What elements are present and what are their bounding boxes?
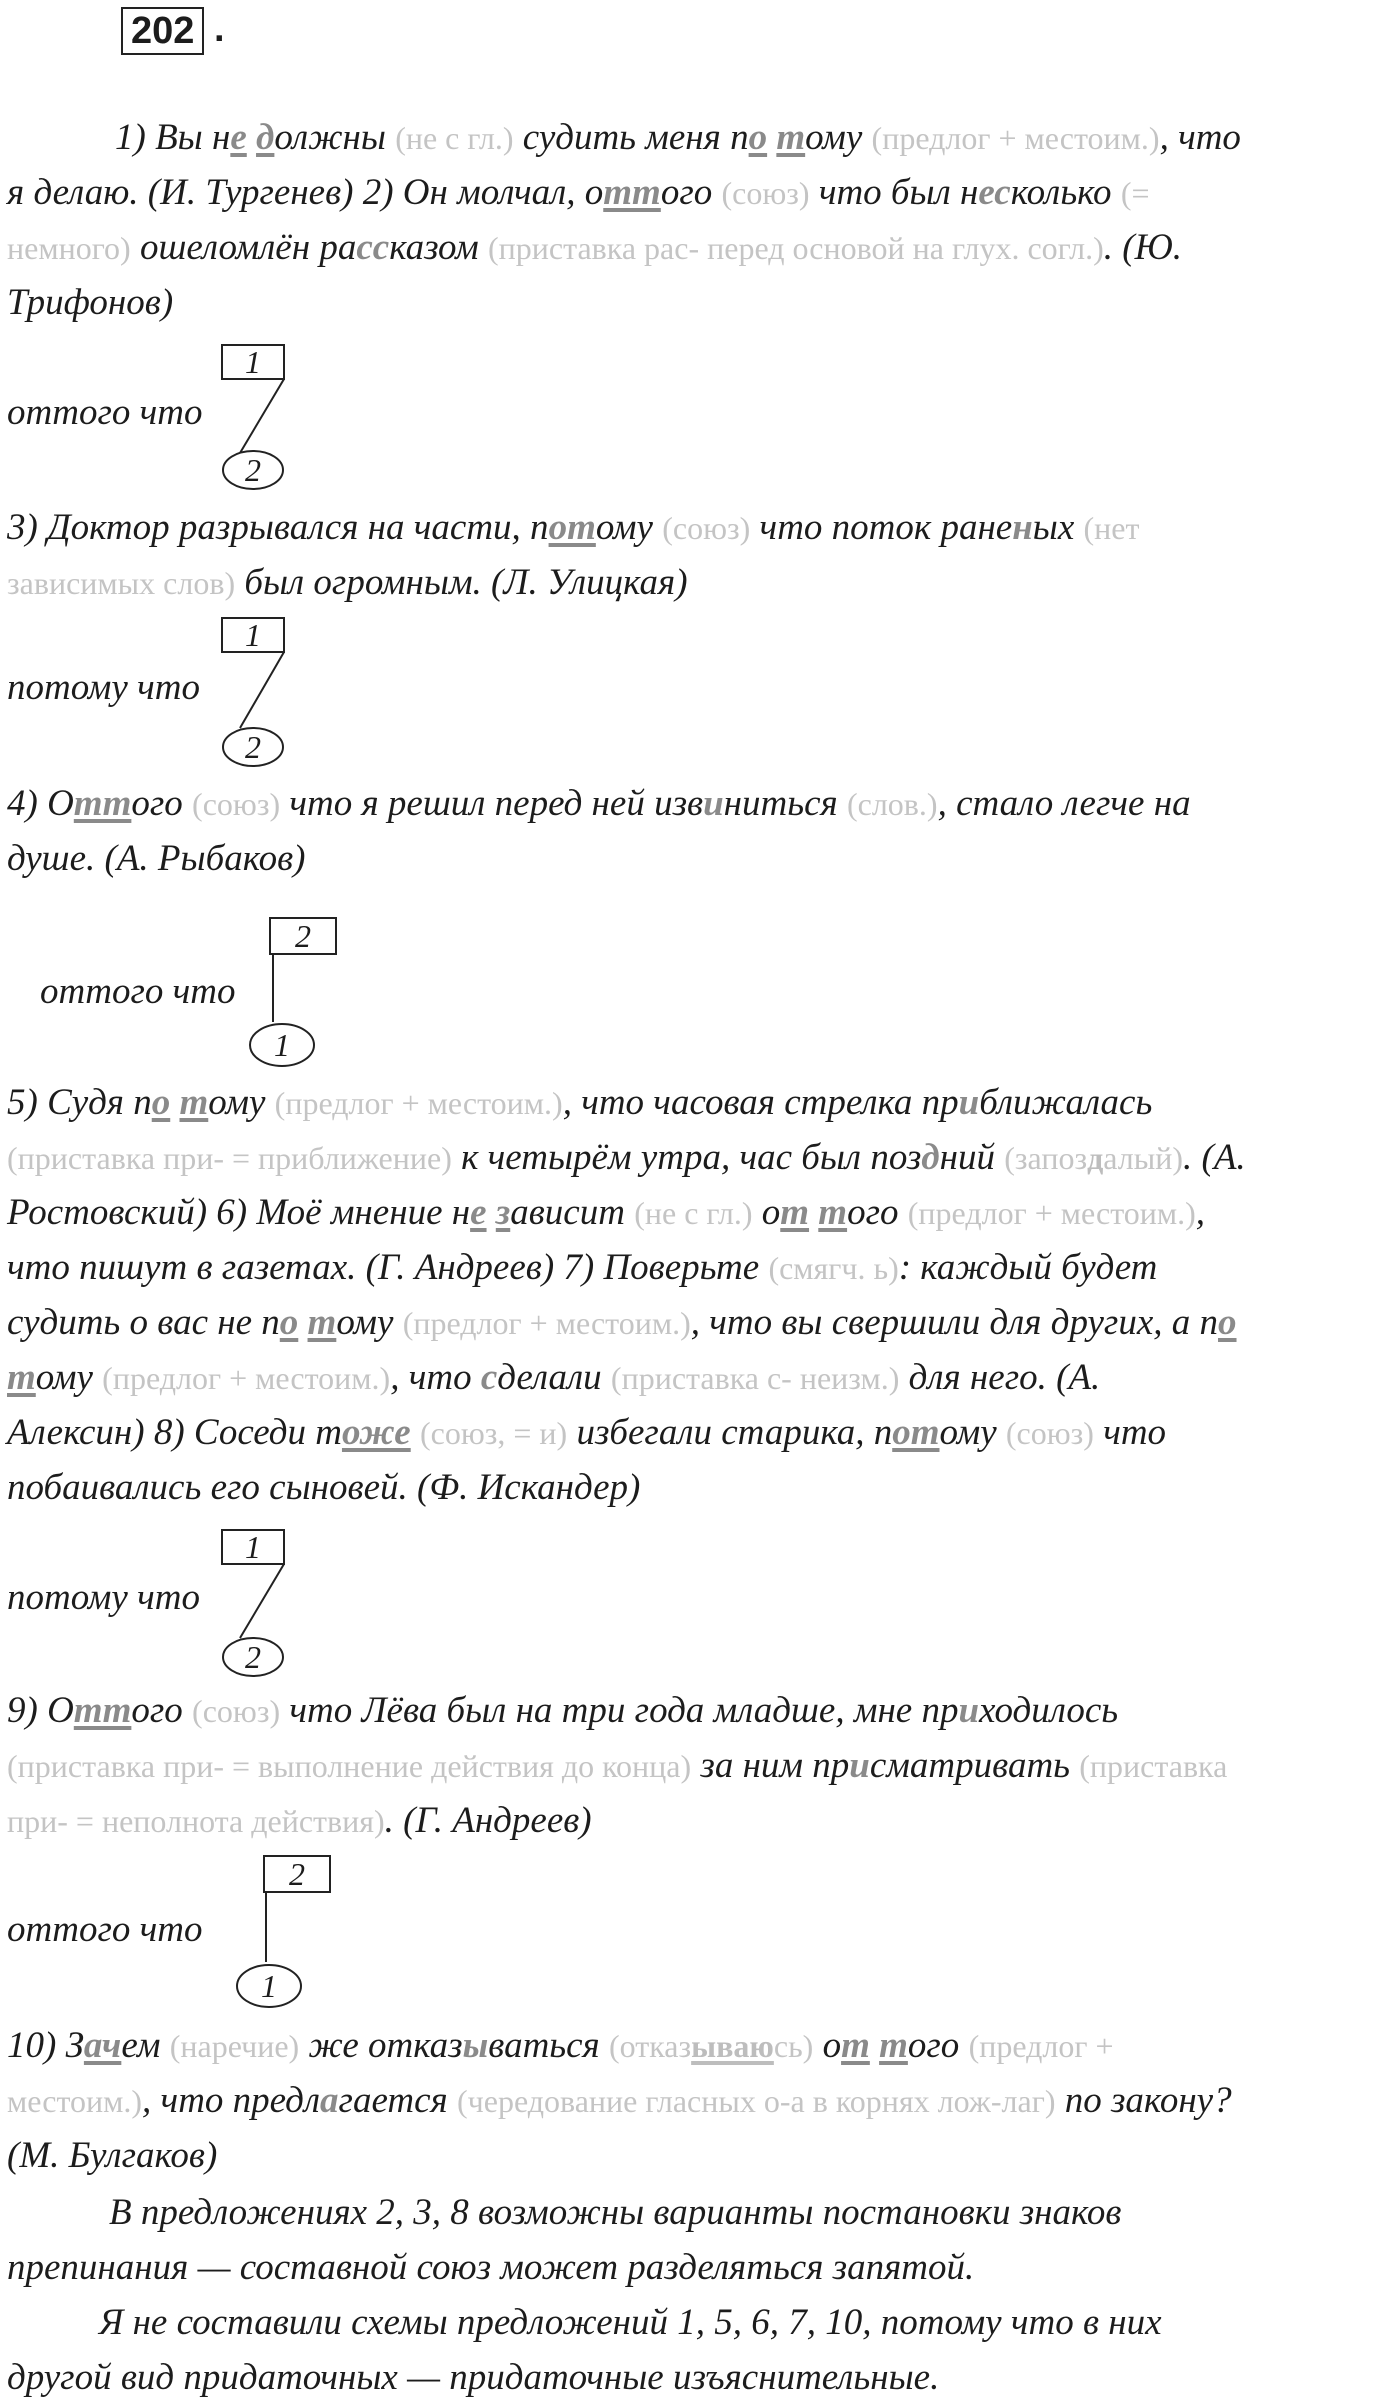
text: Алексин) 8) Соседи т	[7, 1412, 342, 1453]
text: что поток ране	[750, 507, 1013, 548]
highlight: сс	[356, 227, 390, 268]
highlight: ач	[83, 2025, 122, 2066]
grammar-note: (союз)	[1005, 1415, 1094, 1451]
schema-conjunction: потому что	[7, 667, 200, 708]
schema-8	[0, 1520, 320, 1680]
grammar-note: (приставка с- неизм.)	[610, 1360, 900, 1396]
text: ому	[35, 1357, 103, 1398]
text: делали	[497, 1357, 611, 1398]
grammar-note: немного)	[7, 230, 131, 266]
sentence-1-2	[7, 110, 1387, 330]
text: , что	[390, 1357, 481, 1398]
schema-box-number: 1	[245, 344, 261, 380]
highlight: т	[879, 2025, 908, 2066]
text: казом	[389, 227, 488, 268]
grammar-note: (союз)	[721, 175, 810, 211]
grammar-note: зависимых слов)	[7, 565, 236, 601]
schema-connector	[240, 652, 284, 728]
highlight: оже	[341, 1412, 411, 1453]
grammar-note: (союз, = и)	[419, 1415, 568, 1451]
text: ого	[660, 172, 722, 213]
grammar-note: (предлог + местоим.)	[871, 120, 1160, 156]
text	[809, 1192, 818, 1233]
text: избегали старика, п	[567, 1412, 893, 1453]
text: судить меня п	[513, 117, 749, 158]
text: ого	[131, 783, 193, 824]
text: колько	[1010, 172, 1121, 213]
text: . (Ю.	[1103, 227, 1183, 268]
grammar-note: (отказ	[609, 2028, 692, 2064]
schema-1	[0, 335, 320, 495]
schema-conjunction: оттого что	[40, 971, 236, 1012]
highlight: а	[320, 2080, 339, 2121]
text: 10) З	[7, 2025, 84, 2066]
highlight: о	[151, 1082, 171, 1123]
schema-3	[0, 610, 320, 770]
schema-circle-number: 1	[274, 1027, 290, 1063]
text: . (Г. Андреев)	[384, 1800, 592, 1841]
highlight: о	[1218, 1302, 1237, 1343]
highlight: т	[7, 1357, 36, 1398]
highlight: т	[179, 1082, 209, 1123]
text: ависит	[510, 1192, 635, 1233]
schema-box-number: 2	[295, 918, 311, 954]
highlight: з	[495, 1192, 511, 1233]
text	[487, 1192, 496, 1233]
text: , что вы свершили для других, а п	[690, 1302, 1219, 1343]
schema-9	[0, 1848, 360, 2018]
conclusion-paragraph-1	[7, 2185, 1387, 2295]
text: Трифонов)	[7, 282, 174, 323]
text: по закону?	[1055, 2080, 1232, 2121]
schema-box-number: 1	[245, 617, 261, 653]
highlight: и	[958, 1690, 980, 1731]
text: ому	[805, 117, 872, 158]
text: Ростовский) 6) Моё мнение н	[7, 1192, 471, 1233]
highlight: д	[256, 117, 275, 158]
grammar-note: (приставка рас- перед основой на глух. согл.)	[487, 230, 1104, 266]
text: 4) О	[7, 783, 74, 824]
text: что был н	[809, 172, 979, 213]
grammar-note: (наречие)	[169, 2028, 300, 2064]
text: , что часовая стрелка пр	[562, 1082, 959, 1123]
text	[411, 1412, 420, 1453]
text: ому	[336, 1302, 403, 1343]
text: другой вид придаточных — придаточные изъяснительные.	[7, 2357, 940, 2398]
text	[247, 117, 256, 158]
schema-conjunction: оттого что	[7, 1909, 203, 1950]
grammar-note: (союз)	[662, 510, 751, 546]
text: что	[1093, 1412, 1167, 1453]
text: к четырём утра, час был поз	[451, 1137, 922, 1178]
grammar-note: (союз)	[192, 1693, 281, 1729]
grammar-note: (предлог + местоим.)	[274, 1085, 563, 1121]
text: ого	[847, 1192, 908, 1233]
text: что я решил перед ней изв	[280, 783, 704, 824]
text: . (А.	[1183, 1137, 1246, 1178]
grammar-note: (нет	[1083, 510, 1140, 546]
highlight: н	[1012, 507, 1033, 548]
highlight: т	[776, 117, 806, 158]
text	[870, 2025, 879, 2066]
schema-conjunction: потому что	[7, 1577, 200, 1618]
text: ваться	[488, 2025, 610, 2066]
grammar-note: (приставка при- = выполнение действия до конца)	[7, 1748, 692, 1784]
grammar-note: (предлог +	[968, 2028, 1114, 2064]
grammar-note: (приставка при- = приближение)	[7, 1140, 452, 1176]
grammar-note: (не с гл.)	[395, 120, 514, 156]
text: , что предл	[142, 2080, 321, 2121]
highlight: д	[921, 1137, 940, 1178]
grammar-note: (союз)	[192, 786, 281, 822]
text: сматривать	[869, 1745, 1080, 1786]
text: те	[716, 1247, 769, 1288]
text: был огромным. (Л. Улицкая)	[235, 562, 688, 603]
highlight: ы	[462, 2025, 489, 2066]
task-number-dot: .	[214, 8, 225, 50]
grammar-note: (не с гл.)	[634, 1195, 753, 1231]
highlight: т	[841, 2025, 870, 2066]
text: я делаю. (И. Тургенев) 2) Он молчал, о	[7, 172, 604, 213]
highlight: т	[307, 1302, 337, 1343]
highlight: е	[470, 1192, 487, 1233]
grammar-note: (слов.)	[846, 786, 938, 822]
text: олжны	[274, 117, 396, 158]
text: гается	[338, 2080, 457, 2121]
grammar-note-highlight: ываю	[691, 2028, 774, 2064]
schema-circle-number: 2	[245, 729, 261, 765]
schema-connector	[240, 379, 284, 453]
text: для него. (А.	[899, 1357, 1101, 1398]
text	[298, 1302, 307, 1343]
text: ем	[121, 2025, 170, 2066]
grammar-note: (=	[1120, 175, 1150, 211]
text: , что	[1159, 117, 1241, 158]
grammar-note: (чередование гласных о-а в корнях лож-лаг)	[457, 2083, 1056, 2119]
conclusion-paragraph-2	[7, 2295, 1387, 2405]
text: Я не составили схемы предложений 1, 5, 6, 7, 10, потому что в них	[99, 2302, 1162, 2343]
text: что Лёва был на три года младше, мне пр	[280, 1690, 959, 1731]
sentence-4	[7, 776, 1387, 886]
text: 3) Доктор разрывался на части, п	[7, 507, 549, 548]
grammar-note: (предлог + местоим.)	[102, 1360, 391, 1396]
highlight: с	[480, 1357, 498, 1398]
grammar-note: при- = неполнота действия)	[7, 1803, 385, 1839]
text: ходилось	[979, 1690, 1119, 1731]
text: ых	[1032, 507, 1084, 548]
highlight: о	[279, 1302, 299, 1343]
text: о	[813, 2025, 842, 2066]
highlight: тт	[73, 1690, 132, 1731]
highlight: тт	[603, 172, 661, 213]
text: за ним пр	[691, 1745, 850, 1786]
highlight: тт	[73, 783, 132, 824]
sentence-5-8	[7, 1075, 1387, 1515]
highlight: о	[748, 117, 768, 158]
text: 5) Судя п	[7, 1082, 152, 1123]
text: (М. Булгаков)	[7, 2135, 218, 2176]
schema-circle-number: 1	[261, 1968, 277, 2004]
text: ближалась	[979, 1082, 1153, 1123]
highlight: т	[780, 1192, 810, 1233]
text	[767, 117, 776, 158]
grammar-note-highlight: д	[1087, 1140, 1104, 1176]
grammar-note: местоим.)	[7, 2083, 143, 2119]
highlight: ес	[978, 172, 1011, 213]
text: судить о вас не п	[7, 1302, 280, 1343]
schema-4	[0, 910, 360, 1080]
text: ому	[208, 1082, 275, 1123]
highlight: и	[703, 783, 724, 824]
sentence-10	[7, 2018, 1387, 2183]
text: 1) Вы н	[115, 117, 231, 158]
highlight: и	[849, 1745, 870, 1786]
sentence-9	[7, 1683, 1387, 1848]
text: ,	[1195, 1192, 1206, 1233]
schema-circle-number: 2	[245, 1639, 261, 1675]
text: что пишут в газетах. (Г. Андреев) 7) Поверь	[7, 1247, 717, 1288]
text: ому	[595, 507, 663, 548]
text: В предложениях 2, 3, 8 возможны варианты постановки знаков	[109, 2192, 1122, 2233]
schema-conjunction: оттого что	[7, 392, 203, 433]
text: о	[752, 1192, 781, 1233]
schema-connector	[240, 1564, 284, 1638]
highlight: от	[548, 507, 596, 548]
schema-box-number: 2	[289, 1856, 305, 1892]
text: ний	[939, 1137, 1005, 1178]
text: душе. (А. Рыбаков)	[7, 838, 306, 879]
highlight: от	[892, 1412, 940, 1453]
grammar-note: сь)	[773, 2028, 814, 2064]
text: побаивались его сыновей. (Ф. Искандер)	[7, 1467, 641, 1508]
sentence-3	[7, 500, 1387, 610]
grammar-note: (смягч. ь)	[768, 1250, 899, 1286]
text: ошеломлён ра	[130, 227, 357, 268]
text: , стало легче на	[937, 783, 1191, 824]
highlight: т	[818, 1192, 848, 1233]
schema-circle-number: 2	[245, 452, 261, 488]
grammar-note: (предлог + местоим.)	[907, 1195, 1196, 1231]
highlight: и	[958, 1082, 980, 1123]
text: ниться	[723, 783, 847, 824]
text: ому	[939, 1412, 1006, 1453]
schema-box-number: 1	[245, 1529, 261, 1565]
highlight: е	[230, 117, 247, 158]
text: 9) О	[7, 1690, 74, 1731]
text: : каждый будет	[898, 1247, 1158, 1288]
text: препинания — составной союз может разделяться запятой.	[7, 2247, 975, 2288]
grammar-note: (запоз	[1004, 1140, 1088, 1176]
task-number: 202	[121, 7, 204, 55]
grammar-note: (предлог + местоим.)	[402, 1305, 691, 1341]
text: ого	[131, 1690, 193, 1731]
text: же отказ	[299, 2025, 463, 2066]
grammar-note: (приставка	[1079, 1748, 1228, 1784]
grammar-note: алый)	[1103, 1140, 1183, 1176]
text: ого	[907, 2025, 969, 2066]
